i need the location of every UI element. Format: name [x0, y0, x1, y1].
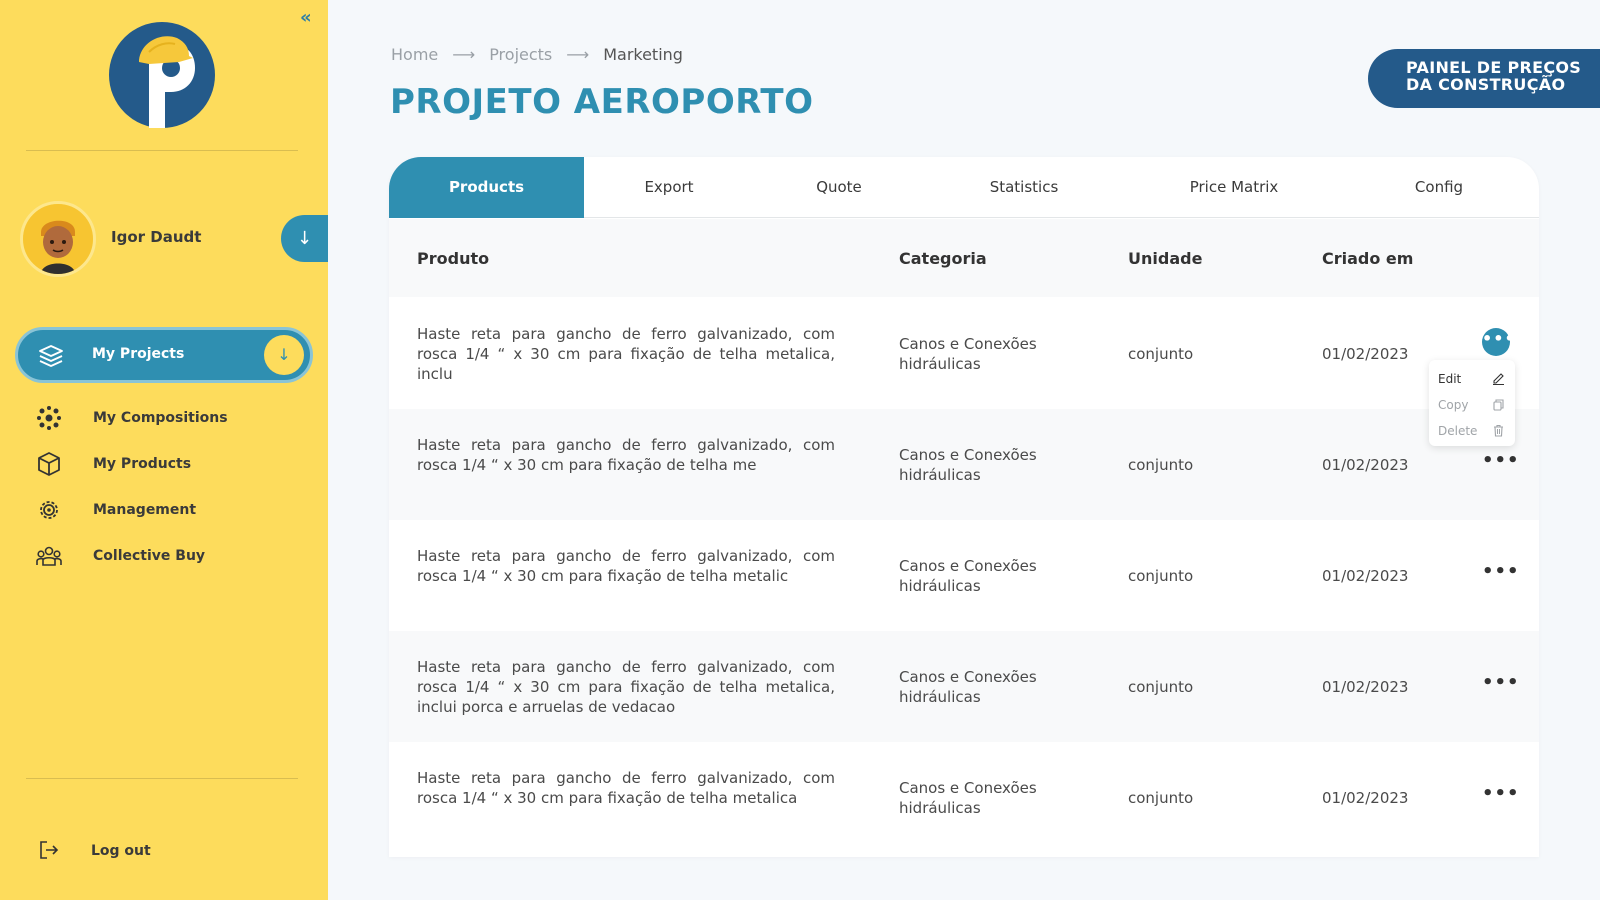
logout-label: Log out — [91, 843, 151, 859]
tab-export[interactable]: Export — [644, 178, 694, 196]
cell-produto: Haste reta para gancho de ferro galvanizado, com rosca 1/4 “ x 30 cm para fixação de telha metalic — [417, 547, 835, 585]
gear-icon — [36, 497, 62, 523]
arrow-right-icon: ⟶ — [452, 45, 476, 64]
menu-item-copy-label: Copy — [1438, 398, 1469, 412]
tab-products[interactable]: Products — [389, 157, 584, 218]
app-logo — [109, 22, 215, 128]
more-options-icon[interactable]: ••• — [1482, 328, 1510, 356]
breadcrumb-projects[interactable]: Projects — [489, 45, 553, 64]
sidebar-item-label: My Products — [93, 456, 192, 472]
cell-unidade: conjunto — [1128, 456, 1194, 474]
menu-item-edit-label: Edit — [1438, 372, 1462, 386]
sidebar-item-management[interactable] — [32, 494, 292, 526]
sidebar-item-my-products[interactable] — [32, 448, 292, 480]
sidebar-divider — [26, 778, 298, 779]
column-header-criado-em[interactable]: Criado em — [1322, 249, 1414, 268]
group-icon — [36, 543, 62, 569]
sidebar — [0, 0, 328, 900]
column-header-unidade[interactable]: Unidade — [1128, 249, 1203, 268]
user-avatar-icon — [23, 204, 93, 274]
table-row[interactable] — [389, 520, 1539, 631]
cell-criado-em: 01/02/2023 — [1322, 678, 1409, 696]
sidebar-item-my-compositions[interactable] — [32, 402, 292, 434]
sidebar-item-label: My Compositions — [93, 410, 228, 426]
cell-unidade: conjunto — [1128, 345, 1194, 363]
cell-criado-em: 01/02/2023 — [1322, 345, 1409, 363]
more-options-icon[interactable]: ••• — [1482, 561, 1520, 582]
cell-unidade: conjunto — [1128, 789, 1194, 807]
cell-produto: Haste reta para gancho de ferro galvanizado, com rosca 1/4 “ x 30 cm para fixação de telha metalica — [417, 769, 835, 807]
row-context-menu — [1429, 360, 1515, 446]
table-row[interactable] — [389, 631, 1539, 742]
table-row[interactable] — [389, 742, 1539, 853]
table-row[interactable] — [389, 409, 1539, 520]
page-title: PROJETO AEROPORTO — [390, 82, 814, 122]
sidebar-item-my-projects[interactable] — [15, 327, 313, 383]
cell-categoria: Canos e Conexões hidráulicas — [899, 668, 1037, 706]
cell-unidade: conjunto — [1128, 678, 1194, 696]
breadcrumb — [391, 45, 683, 64]
more-options-icon[interactable]: ••• — [1482, 672, 1520, 693]
sidebar-item-label: My Projects — [92, 346, 185, 362]
breadcrumb-current: Marketing — [603, 45, 683, 64]
sidebar-divider — [26, 150, 298, 151]
cell-categoria: Canos e Conexões hidráulicas — [899, 557, 1037, 595]
products-card — [389, 157, 1539, 857]
layers-icon — [38, 343, 64, 369]
tab-config[interactable]: Config — [1414, 178, 1464, 196]
trash-icon — [1492, 424, 1505, 437]
menu-item-delete-label: Delete — [1438, 424, 1478, 438]
tab-quote[interactable]: Quote — [816, 178, 862, 196]
collapse-sidebar-icon[interactable]: « — [300, 7, 312, 28]
copy-icon — [1492, 398, 1505, 411]
cell-categoria: Canos e Conexões hidráulicas — [899, 779, 1037, 817]
menu-item-delete[interactable] — [1429, 418, 1515, 444]
user-name: Igor Daudt — [111, 228, 202, 246]
cell-produto: Haste reta para gancho de ferro galvanizado, com rosca 1/4 “ x 30 cm para fixação de telha metalica, inclu — [417, 325, 835, 383]
arrow-right-icon: ⟶ — [566, 45, 590, 64]
tab-price-matrix[interactable]: Price Matrix — [1189, 178, 1279, 196]
cell-produto: Haste reta para gancho de ferro galvanizado, com rosca 1/4 “ x 30 cm para fixação de telha me — [417, 436, 835, 474]
cell-criado-em: 01/02/2023 — [1322, 567, 1409, 585]
table-row[interactable] — [389, 298, 1539, 409]
more-options-icon[interactable]: ••• — [1482, 783, 1520, 804]
tab-statistics[interactable]: Statistics — [989, 178, 1059, 196]
cell-categoria: Canos e Conexões hidráulicas — [899, 335, 1037, 373]
breadcrumb-home[interactable]: Home — [391, 45, 439, 64]
cell-criado-em: 01/02/2023 — [1322, 789, 1409, 807]
compositions-icon — [36, 405, 62, 431]
profile-dropdown-button[interactable]: ↓ — [281, 215, 328, 262]
cell-categoria: Canos e Conexões hidráulicas — [899, 446, 1037, 484]
column-header-categoria[interactable]: Categoria — [899, 249, 987, 268]
brand-badge — [1368, 49, 1600, 108]
tab-bar — [389, 157, 1539, 218]
cell-criado-em: 01/02/2023 — [1322, 456, 1409, 474]
sidebar-item-label: Collective Buy — [93, 548, 206, 564]
cell-produto: Haste reta para gancho de ferro galvanizado, com rosca 1/4 “ x 30 cm para fixação de telha metalica, inclui porca e arruelas de vedacao — [417, 658, 835, 716]
logout-button[interactable] — [32, 835, 232, 865]
cell-unidade: conjunto — [1128, 567, 1194, 585]
more-options-icon[interactable]: ••• — [1482, 450, 1520, 471]
brand-line-2: DA CONSTRUÇÃO — [1406, 75, 1566, 94]
menu-item-copy[interactable] — [1429, 392, 1515, 418]
chevron-down-icon[interactable]: ↓ — [264, 335, 304, 375]
avatar[interactable] — [20, 201, 96, 277]
logout-icon — [38, 839, 60, 861]
menu-item-edit[interactable] — [1429, 366, 1515, 392]
column-header-produto[interactable]: Produto — [417, 249, 490, 268]
sidebar-item-collective-buy[interactable] — [32, 540, 292, 572]
sidebar-item-label: Management — [93, 502, 197, 518]
brand-line-1: PAINEL DE PREÇOS — [1406, 58, 1582, 77]
pencil-icon — [1492, 372, 1505, 385]
table-header — [389, 219, 1539, 297]
box-icon — [36, 451, 62, 477]
